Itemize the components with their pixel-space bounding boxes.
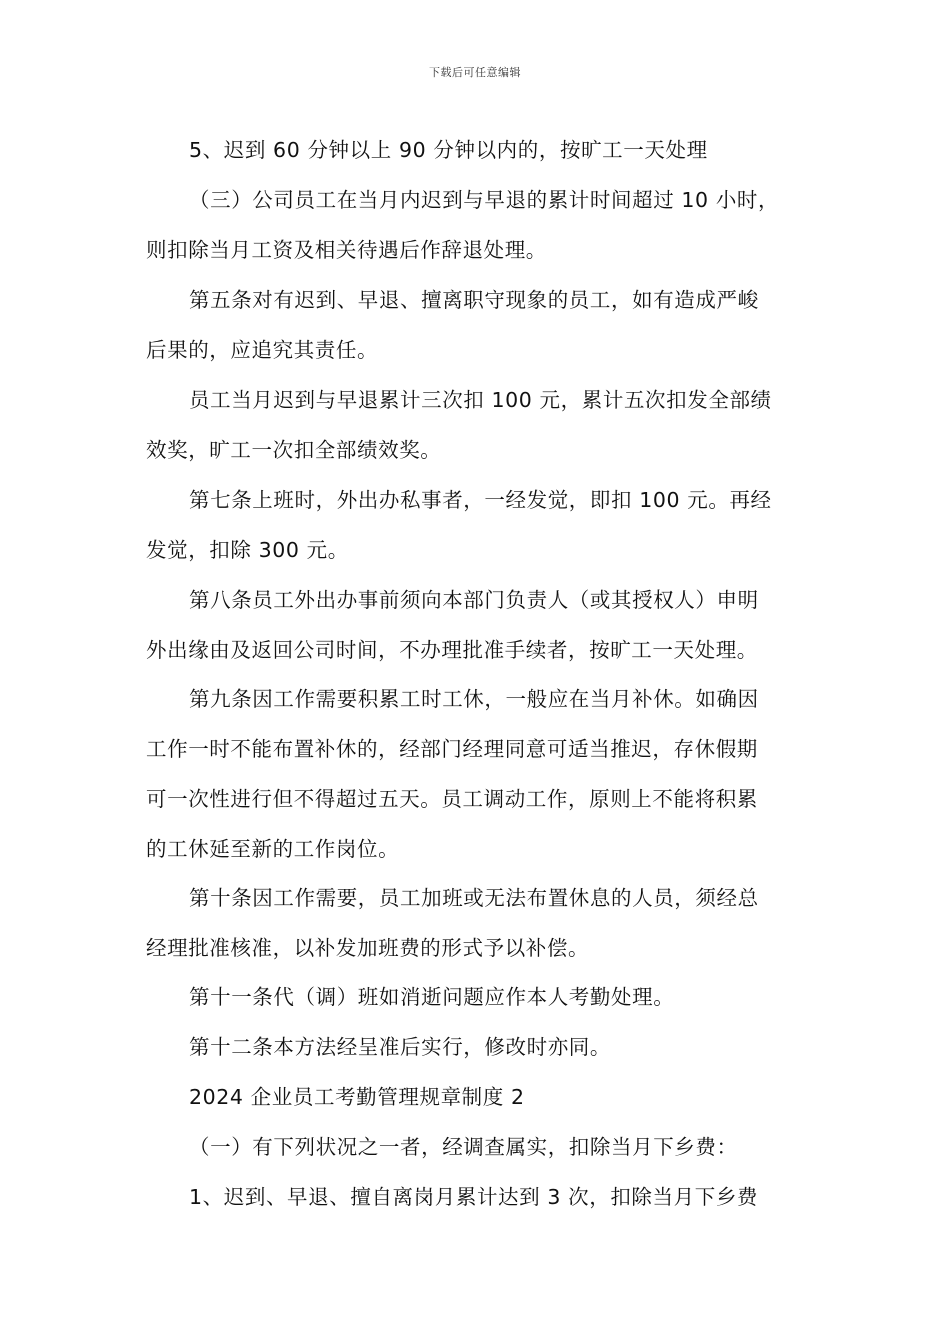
text-line: 外出缘由及返回公司时间，不办理批准手续者，按旷工一天处理。 xyxy=(146,638,758,662)
paragraph xyxy=(146,575,808,675)
text-line: 第七条上班时，外出办私事者，一经发觉，即扣 100 元。再经 xyxy=(189,488,772,512)
page-header: 下载后可任意编辑 xyxy=(429,66,521,79)
paragraph xyxy=(146,1172,808,1222)
paragraph xyxy=(146,175,808,275)
paragraph xyxy=(146,125,808,175)
paragraph xyxy=(146,1022,808,1072)
text-line: 5、迟到 60 分钟以上 90 分钟以内的，按旷工一天处理 xyxy=(189,138,708,162)
text-line: 经理批准核准，以补发加班费的形式予以补偿。 xyxy=(146,936,590,960)
section-heading xyxy=(146,1072,808,1122)
text-line: 的工休延至新的工作岗位。 xyxy=(146,837,400,861)
text-line: 效奖，旷工一次扣全部绩效奖。 xyxy=(146,438,442,462)
paragraph xyxy=(146,674,808,874)
text-line: 1、迟到、早退、擅自离岗月累计达到 3 次，扣除当月下乡费 xyxy=(189,1185,759,1209)
text-line: 第十二条本方法经呈准后实行，修改时亦同。 xyxy=(189,1035,611,1059)
paragraph xyxy=(146,873,808,973)
text-line: 第八条员工外出办事前须向本部门负责人（或其授权人）申明 xyxy=(189,588,759,612)
text-line: 第九条因工作需要积累工时工休，一般应在当月补休。如确因 xyxy=(189,687,759,711)
paragraph xyxy=(146,972,808,1022)
paragraph xyxy=(146,275,808,375)
text-line: 则扣除当月工资及相关待遇后作辞退处理。 xyxy=(146,238,547,262)
paragraph xyxy=(146,1122,808,1172)
text-line: 后果的，应追究其责任。 xyxy=(146,338,379,362)
text-line: 发觉，扣除 300 元。 xyxy=(146,538,349,562)
text-line: 可一次性进行但不得超过五天。员工调动工作，原则上不能将积累 xyxy=(146,787,758,811)
text-line: 工作一时不能布置补休的，经部门经理同意可适当推迟，存休假期 xyxy=(146,737,758,761)
text-line: 第十一条代（调）班如消逝问题应作本人考勤处理。 xyxy=(189,985,675,1009)
text-line: 员工当月迟到与早退累计三次扣 100 元，累计五次扣发全部绩 xyxy=(189,388,772,412)
text-line: （三）公司员工在当月内迟到与早退的累计时间超过 10 小时， xyxy=(189,188,780,212)
paragraph xyxy=(146,475,808,575)
text-line: 第五条对有迟到、早退、擅离职守现象的员工，如有造成严峻 xyxy=(189,288,759,312)
text-line: （一）有下列状况之一者，经调查属实，扣除当月下乡费： xyxy=(189,1135,738,1159)
text-line: 2024 企业员工考勤管理规章制度 2 xyxy=(189,1085,525,1109)
paragraph xyxy=(146,375,808,475)
text-line: 第十条因工作需要，员工加班或无法布置休息的人员，须经总 xyxy=(189,886,759,910)
